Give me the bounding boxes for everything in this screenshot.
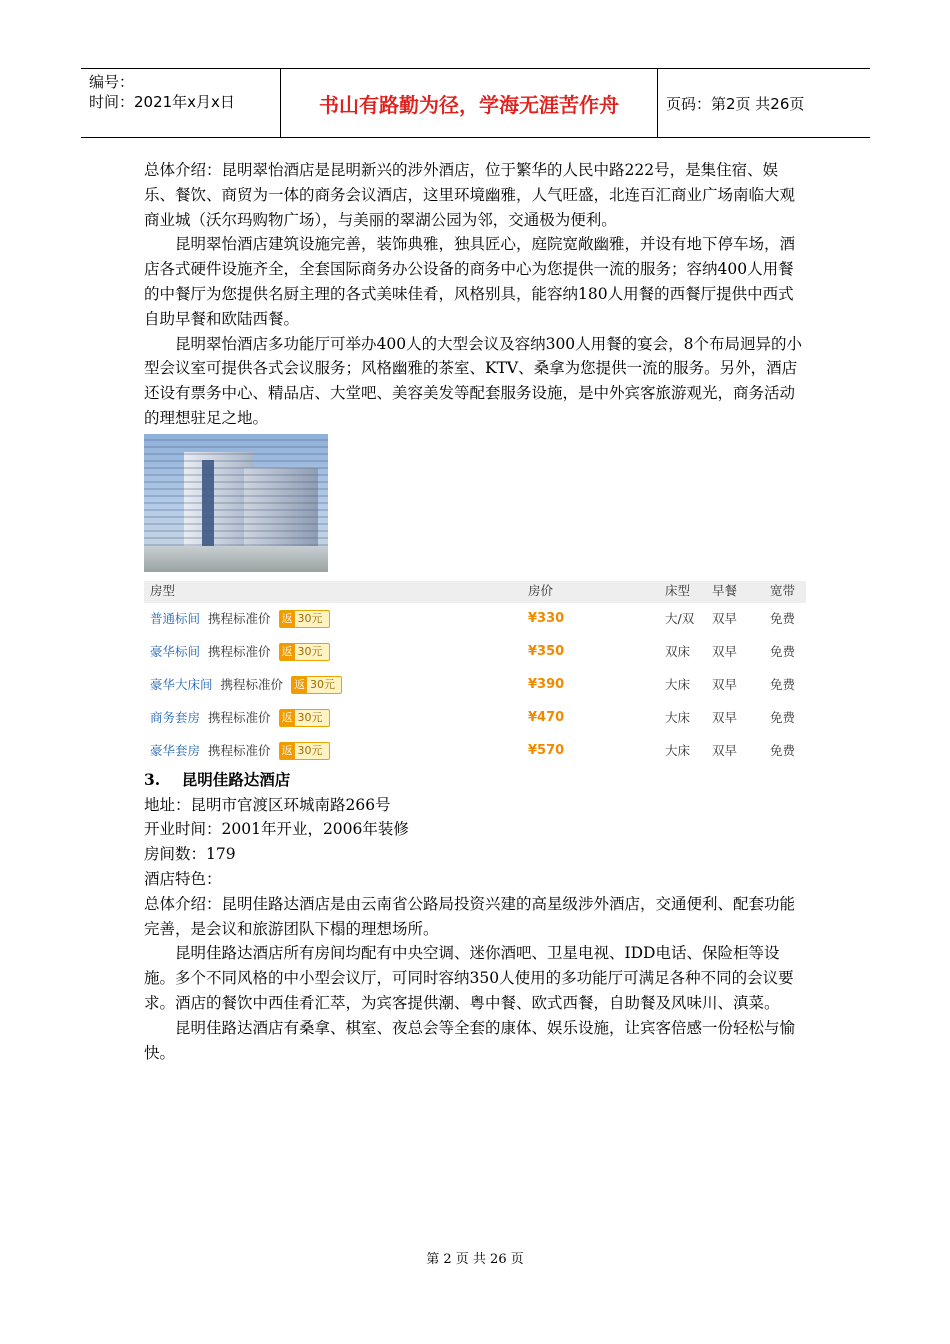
hotel3-room-count: 房间数：179 [144,845,236,864]
hotel3-facilities: 昆明佳路达酒店所有房间均配有中央空调、迷你酒吧、卫星电视、IDD电话、保险柜等设施。多个不同风格的中小型会议厅，可同时容纳350人使用的多功能厅可满足各种不同的会议要求。酒店的餐饮中西佳肴汇萃，为宾客提供潮、粤中餐、欧式西餐，自助餐及风味川、滇菜。 [144,944,794,1012]
hotel-photo [144,434,328,572]
header-meta [81,69,281,137]
rebate-badge [279,643,330,661]
hotel2-facilities: 昆明翠怡酒店建筑设施完善，装饰典雅，独具匠心，庭院宽敞幽雅，并设有地下停车场，酒店各式硬件设施齐全，全套国际商务办公设备的商务中心为您提供一流的服务；容纳400人用餐的中餐厅为您提供名厨主理的各式美味佳肴，风格别具，能容纳180人用餐的西餐厅提供中西式自助早餐和欧陆西餐。 [144,235,796,328]
room-bed: 大床 [665,742,691,758]
hotel3-address: 地址：昆明市官渡区环城南路266号 [144,795,391,814]
room-wifi: 免费 [770,676,796,692]
rebate-icon: 返 [281,612,293,626]
header-bed: 床型 [665,583,691,599]
rebate-amount: 30元 [297,743,323,757]
room-wifi: 免费 [770,742,796,758]
header-motto: 书山有路勤为径，学海无涯苦作舟 [281,69,658,137]
document-number: 编号： [89,73,135,91]
hotel3-title: 3. 昆明佳路达酒店 [144,769,291,789]
room-price: ¥390 [528,676,565,692]
header-breakfast: 早餐 [712,583,738,599]
room-breakfast: 双早 [712,643,738,659]
room-name-link[interactable]: 商务套房 [150,709,201,725]
room-breakfast: 双早 [712,709,738,725]
room-bed: 大床 [665,709,691,725]
hotel3-features: 酒店特色： [144,869,222,888]
room-wifi: 免费 [770,643,796,659]
hotel3-opening: 开业时间：2001年开业，2006年装修 [144,820,409,839]
rebate-icon: 返 [281,744,293,758]
rebate-badge [279,742,330,760]
header-price: 房价 [528,583,554,599]
rebate-badge [279,709,330,727]
rebate-icon: 返 [294,678,306,692]
rebate-icon: 返 [281,711,293,725]
rebate-amount: 30元 [310,677,336,691]
hotel3-intro: 总体介绍：昆明佳路达酒店是由云南省公路局投资兴建的高星级涉外酒店，交通便利、配套功能完善，是会议和旅游团队下榻的理想场所。 [144,894,796,938]
room-price: ¥470 [528,709,565,725]
room-name-link[interactable]: 豪华大床间 [150,676,213,692]
room-bed: 大床 [665,676,691,692]
standard-price-label: 携程标准价 [208,742,271,758]
room-price: ¥350 [528,643,565,659]
room-price-table [144,581,806,768]
room-wifi: 免费 [770,709,796,725]
document-body [144,158,807,1065]
table-row [144,603,806,636]
room-name-link[interactable]: 豪华套房 [150,742,201,758]
page-footer: 第 2 页 共 26 页 [426,1252,524,1267]
header-wifi: 宽带 [770,583,796,599]
page-header [81,68,870,138]
room-price: ¥570 [528,742,565,758]
rebate-amount: 30元 [297,611,323,625]
hotel3-recreation: 昆明佳路达酒店有桑拿、棋室、夜总会等全套的康体、娱乐设施，让宾客倍感一份轻松与愉快。 [144,1018,796,1062]
room-name-link[interactable]: 豪华标间 [150,643,201,659]
table-row [144,702,806,735]
rebate-amount: 30元 [297,644,323,658]
standard-price-label: 携程标准价 [208,643,271,659]
rebate-icon: 返 [281,645,293,659]
standard-price-label: 携程标准价 [208,709,271,725]
rebate-badge [291,676,342,694]
header-page-info: 页码：第2页 共26页 [666,94,805,113]
room-price: ¥330 [528,610,565,626]
document-time: 时间：2021年x月x日 [89,93,235,111]
table-row [144,669,806,702]
header-room-type: 房型 [150,583,176,599]
room-bed: 双床 [665,643,691,659]
room-bed: 大/双 [665,610,695,626]
table-row [144,636,806,669]
rebate-amount: 30元 [297,710,323,724]
room-breakfast: 双早 [712,676,738,692]
hotel2-meeting: 昆明翠怡酒店多功能厅可举办400人的大型会议及容纳300人用餐的宴会，8个布局迥异的小型会议室可提供各式会议服务；风格幽雅的茶室、KTV、桑拿为您提供一流的服务。另外，酒店还设有票务中心、精品店、大堂吧、美容美发等配套服务设施，是中外宾客旅游观光，商务活动的理想驻足之地。 [144,334,803,427]
standard-price-label: 携程标准价 [220,676,284,692]
standard-price-label: 携程标准价 [208,610,271,626]
room-wifi: 免费 [770,610,796,626]
room-breakfast: 双早 [712,742,738,758]
table-row [144,735,806,768]
room-name-link[interactable]: 普通标间 [150,610,201,626]
hotel2-intro: 总体介绍：昆明翠怡酒店是昆明新兴的涉外酒店，位于繁华的人民中路222号，是集住宿、娱乐、餐饮、商贸为一体的商务会议酒店，这里环境幽雅，人气旺盛，北连百汇商业广场南临大观商业城（沃尔玛购物广场），与美丽的翠湖公园为邻，交通极为便利。 [144,161,796,229]
room-table-header [144,581,806,603]
rebate-badge [279,610,330,628]
room-breakfast: 双早 [712,610,738,626]
